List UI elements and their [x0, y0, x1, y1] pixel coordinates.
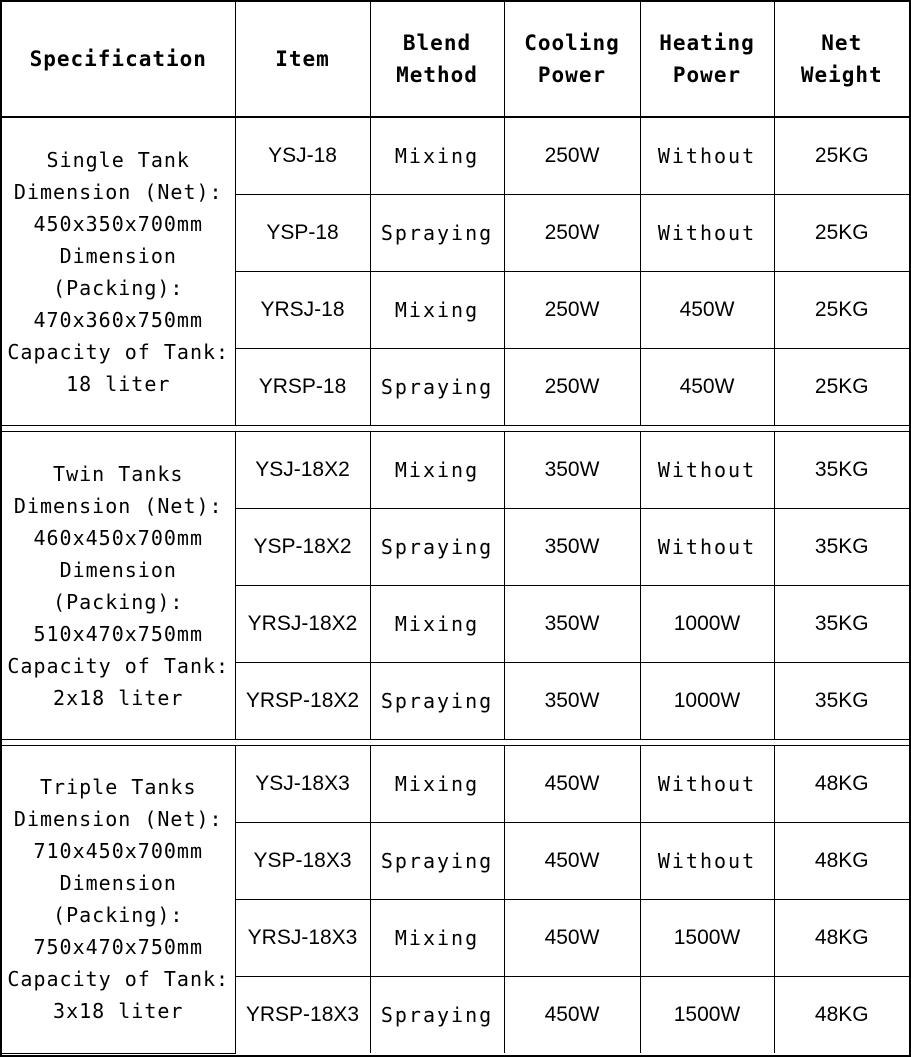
net-weight-cell: 25KG — [774, 195, 909, 272]
item-cell: YRSJ-18X3 — [235, 900, 370, 977]
spec-line: Capacity of Tank: — [7, 967, 230, 992]
blend-method-cell: Mixing — [370, 746, 504, 823]
item-cell: YRSJ-18 — [235, 272, 370, 349]
heating-power-cell: 1500W — [640, 900, 774, 977]
net-weight-cell: 35KG — [774, 663, 909, 740]
table-row — [2, 432, 909, 509]
heating-power-cell: 1000W — [640, 586, 774, 663]
blend-method-cell: Spraying — [370, 977, 504, 1054]
spec-line: 750x470x750mm — [33, 935, 204, 960]
table-row — [2, 117, 909, 195]
spec-line: Dimension (Net): — [13, 807, 223, 832]
item-cell: YSJ-18X2 — [235, 432, 370, 509]
blend-method-cell: Spraying — [370, 823, 504, 900]
spec-line: Dimension — [59, 557, 177, 582]
net-weight-cell: 25KG — [774, 272, 909, 349]
net-weight-cell: 25KG — [774, 117, 909, 195]
net-weight-cell: 48KG — [774, 977, 909, 1054]
heating-power-cell: 1500W — [640, 977, 774, 1054]
net-weight-cell: 48KG — [774, 746, 909, 823]
item-cell: YSJ-18 — [235, 117, 370, 195]
spec-line: 510x470x750mm — [33, 621, 204, 646]
cooling-power-cell: 450W — [504, 746, 640, 823]
cooling-power-cell: 450W — [504, 823, 640, 900]
spec-table — [2, 2, 909, 1054]
heating-power-cell: 1000W — [640, 663, 774, 740]
blend-method-cell: Mixing — [370, 432, 504, 509]
spec-line: (Packing): — [53, 589, 184, 614]
spec-line: 470x360x750mm — [33, 307, 204, 332]
cooling-power-cell: 350W — [504, 509, 640, 586]
spec-line: Single Tank — [46, 147, 190, 172]
header-row — [2, 2, 909, 117]
header-net-weight: Net Weight — [774, 2, 909, 117]
spec-cell — [2, 432, 235, 740]
heating-power-cell: Without — [640, 823, 774, 900]
header-specification: Specification — [2, 2, 235, 117]
item-cell: YSP-18X2 — [235, 509, 370, 586]
spec-line: 18 liter — [66, 371, 171, 396]
blend-method-cell: Spraying — [370, 509, 504, 586]
spec-line: 710x450x700mm — [33, 839, 204, 864]
net-weight-cell: 48KG — [774, 900, 909, 977]
spec-line: 2x18 liter — [53, 685, 184, 710]
heating-power-cell: Without — [640, 746, 774, 823]
item-cell: YSJ-18X3 — [235, 746, 370, 823]
heating-power-cell: 450W — [640, 349, 774, 426]
heating-power-cell: Without — [640, 509, 774, 586]
item-cell: YSP-18 — [235, 195, 370, 272]
net-weight-cell: 35KG — [774, 432, 909, 509]
cooling-power-cell: 350W — [504, 663, 640, 740]
spec-line: Dimension — [59, 871, 177, 896]
cooling-power-cell: 250W — [504, 349, 640, 426]
blend-method-cell: Spraying — [370, 663, 504, 740]
spec-line: Capacity of Tank: — [7, 339, 230, 364]
cooling-power-cell: 350W — [504, 432, 640, 509]
spec-line: Capacity of Tank: — [7, 653, 230, 678]
spec-line: 450x350x700mm — [33, 211, 204, 236]
heating-power-cell: Without — [640, 117, 774, 195]
header-blend-method: Blend Method — [370, 2, 504, 117]
spec-line: Dimension — [59, 243, 177, 268]
table-body — [2, 117, 909, 1053]
spec-cell — [2, 117, 235, 426]
blend-method-cell: Spraying — [370, 195, 504, 272]
spec-line: Dimension (Net): — [13, 179, 223, 204]
blend-method-cell: Mixing — [370, 272, 504, 349]
net-weight-cell: 35KG — [774, 509, 909, 586]
cooling-power-cell: 450W — [504, 977, 640, 1054]
spec-line: (Packing): — [53, 903, 184, 928]
spec-line: Twin Tanks — [53, 461, 184, 486]
item-cell: YRSP-18 — [235, 349, 370, 426]
net-weight-cell: 48KG — [774, 823, 909, 900]
spec-line: 3x18 liter — [53, 999, 184, 1024]
heating-power-cell: Without — [640, 432, 774, 509]
net-weight-cell: 25KG — [774, 349, 909, 426]
item-cell: YRSJ-18X2 — [235, 586, 370, 663]
cooling-power-cell: 250W — [504, 272, 640, 349]
spec-line: Triple Tanks — [40, 775, 197, 800]
blend-method-cell: Mixing — [370, 586, 504, 663]
blend-method-cell: Mixing — [370, 900, 504, 977]
spec-line: Dimension (Net): — [13, 493, 223, 518]
header-cooling-power: Cooling Power — [504, 2, 640, 117]
heating-power-cell: 450W — [640, 272, 774, 349]
blend-method-cell: Mixing — [370, 117, 504, 195]
cooling-power-cell: 250W — [504, 195, 640, 272]
table-row — [2, 746, 909, 823]
item-cell: YRSP-18X3 — [235, 977, 370, 1054]
cooling-power-cell: 450W — [504, 900, 640, 977]
cooling-power-cell: 350W — [504, 586, 640, 663]
item-cell: YRSP-18X2 — [235, 663, 370, 740]
table-header — [2, 2, 909, 117]
spec-line: (Packing): — [53, 275, 184, 300]
cooling-power-cell: 250W — [504, 117, 640, 195]
item-cell: YSP-18X3 — [235, 823, 370, 900]
heating-power-cell: Without — [640, 195, 774, 272]
spec-cell — [2, 746, 235, 1054]
header-item: Item — [235, 2, 370, 117]
spec-line: 460x450x700mm — [33, 525, 204, 550]
header-heating-power: Heating Power — [640, 2, 774, 117]
blend-method-cell: Spraying — [370, 349, 504, 426]
net-weight-cell: 35KG — [774, 586, 909, 663]
